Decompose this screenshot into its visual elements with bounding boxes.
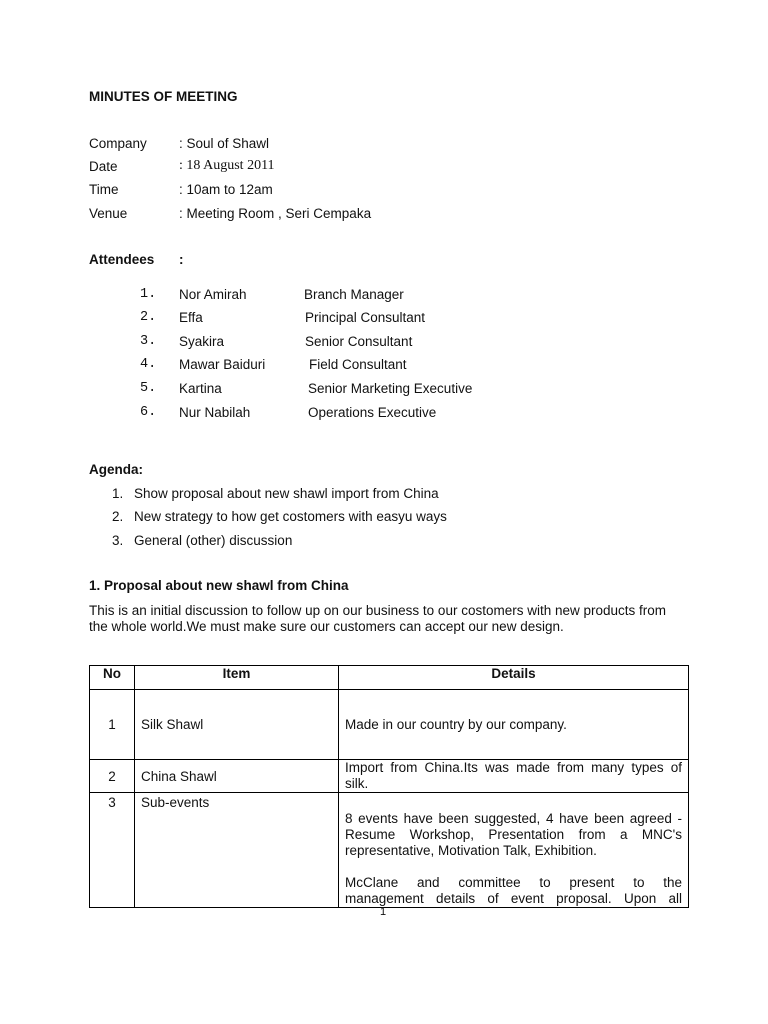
details-line: Resume Workshop, Presentation from a MNC's	[345, 827, 682, 842]
agenda-item-text: General (other) discussion	[134, 533, 293, 548]
table-cell-item	[135, 760, 339, 793]
attendee-name: Nur Nabilah	[179, 405, 251, 420]
table-cell-no: 2	[90, 760, 135, 793]
table-header-no: No	[90, 666, 135, 690]
agenda-item-text: Show proposal about new shawl import from China	[134, 486, 439, 501]
attendee-role: Senior Consultant	[305, 334, 413, 349]
attendee-name: Kartina	[179, 381, 222, 396]
info-value-venue: : Meeting Room , Seri Cempaka	[179, 206, 372, 221]
document-title: MINUTES OF MEETING	[89, 89, 238, 104]
attendees-heading: Attendees	[89, 252, 155, 267]
details-text	[339, 760, 688, 792]
info-label-time: Time	[89, 182, 119, 197]
details-line: silk.	[345, 776, 369, 791]
attendee-name: Effa	[179, 310, 203, 325]
attendee-name: Syakira	[179, 334, 225, 349]
attendee-number: 2.	[140, 310, 157, 325]
item-label: Silk Shawl	[141, 717, 204, 732]
table-cell-details	[339, 760, 689, 793]
table-header-row	[90, 666, 689, 690]
table-cell-details	[339, 690, 689, 760]
table-header-item: Item	[135, 666, 339, 690]
details-line: Made in our country by our company.	[345, 717, 567, 732]
agenda-item-text: New strategy to how get costomers with easyu ways	[134, 509, 447, 524]
table-row	[90, 793, 689, 908]
agenda-item-number: 1.	[112, 486, 124, 501]
agenda-item-number: 3.	[112, 533, 124, 548]
info-value-company: : Soul of Shawl	[179, 136, 270, 151]
item-label: Sub-events	[141, 795, 210, 810]
attendee-number: 4.	[140, 357, 157, 372]
agenda-item-number: 2.	[112, 509, 124, 524]
agenda-heading: Agenda:	[89, 462, 143, 477]
details-line: 8 events have been suggested, 4 have been agreed -	[345, 811, 682, 826]
info-label-company: Company	[89, 136, 147, 151]
attendee-number: 3.	[140, 334, 157, 349]
table-header-details: Details	[339, 666, 689, 690]
attendee-number: 5.	[140, 381, 157, 396]
table-cell-item	[135, 793, 339, 908]
details-text	[339, 793, 688, 907]
info-value-date: : 18 August 2011	[179, 158, 275, 173]
table-cell-details	[339, 793, 689, 908]
attendees-colon: :	[179, 252, 184, 267]
table-cell-item	[135, 690, 339, 760]
info-label-date: Date	[89, 159, 118, 174]
details-line: Import from China.Its was made from many types of	[345, 760, 682, 775]
section-paragraph: This is an initial discussion to follow up on our business to our costomers with new products from the whole world.We must make sure our customers can accept our new design.	[89, 603, 667, 634]
items-table	[89, 665, 689, 908]
attendee-role: Operations Executive	[308, 405, 437, 420]
section-heading: 1. Proposal about new shawl from China	[89, 578, 349, 593]
attendee-role: Senior Marketing Executive	[308, 381, 473, 396]
details-line: McClane and committee to present to the	[345, 875, 682, 890]
table-cell-no: 1	[90, 690, 135, 760]
table-row	[90, 760, 689, 793]
details-line: representative, Motivation Talk, Exhibition.	[345, 843, 597, 858]
table-cell-no: 3	[90, 793, 135, 908]
attendee-number: 1.	[140, 287, 157, 302]
attendee-name: Mawar Baiduri	[179, 357, 266, 372]
attendee-role: Principal Consultant	[305, 310, 426, 325]
item-label: China Shawl	[141, 768, 217, 784]
info-value-time: : 10am to 12am	[179, 182, 273, 197]
attendee-number: 6.	[140, 405, 157, 420]
attendee-name: Nor Amirah	[179, 287, 247, 302]
page-number: 1	[380, 906, 387, 918]
attendee-role: Branch Manager	[304, 287, 404, 302]
attendee-role: Field Consultant	[309, 357, 407, 372]
table-row	[90, 690, 689, 760]
info-label-venue: Venue	[89, 206, 128, 221]
details-line: management details of event proposal. Upon all	[345, 891, 682, 906]
